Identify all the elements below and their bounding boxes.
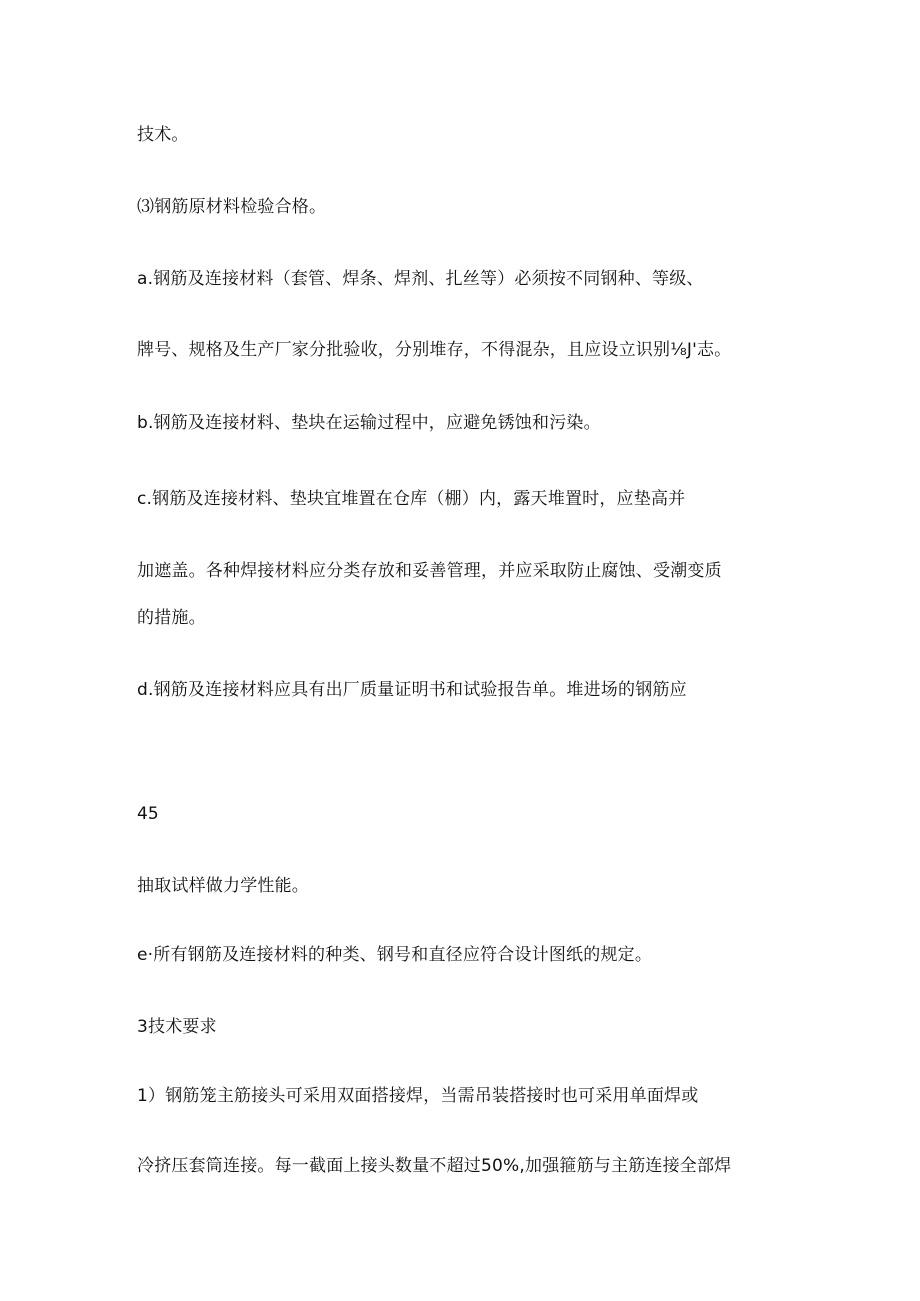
text-line: 的措施。 <box>137 608 206 628</box>
text-line: 1）钢筋笼主筋接头可采用双面搭接焊，当需吊装搭接时也可采用单面焊或 <box>137 1086 699 1106</box>
text-line: d.钢筋及连接材料应具有出厂质量证明书和试验报告单。堆进场的钢筋应 <box>137 680 687 700</box>
text-line: a.钢筋及连接材料（套管、焊条、焊剂、扎丝等）必须按不同钢种、等级、 <box>137 269 704 289</box>
section-heading: 3技术要求 <box>137 1017 217 1037</box>
text-line: 技术。 <box>137 125 189 145</box>
page-number: 45 <box>137 804 159 824</box>
text-line: 牌号、规格及生产厂家分批验收，分别堆存，不得混杂，且应设立识别⅛J'志。 <box>137 340 732 360</box>
section-heading: ⑶钢筋原材料检验合格。 <box>137 197 327 217</box>
text-line: 冷挤压套筒连接。每一截面上接头数量不超过50%,加强箍筋与主筋连接全部焊 <box>137 1156 732 1176</box>
text-line: b.钢筋及连接材料、垫块在运输过程中，应避免锈蚀和污染。 <box>137 413 601 433</box>
text-line: e·所有钢筋及连接材料的种类、钢号和直径应符合设计图纸的规定。 <box>137 945 653 965</box>
text-line: 加遮盖。各种焊接材料应分类存放和妥善管理，并应采取防止腐蚀、受潮变质 <box>137 561 722 581</box>
text-line: c.钢筋及连接材料、垫块宜堆置在仓库（棚）内，露天堆置时，应垫高并 <box>137 489 686 509</box>
text-line: 抽取试样做力学性能。 <box>137 876 309 896</box>
